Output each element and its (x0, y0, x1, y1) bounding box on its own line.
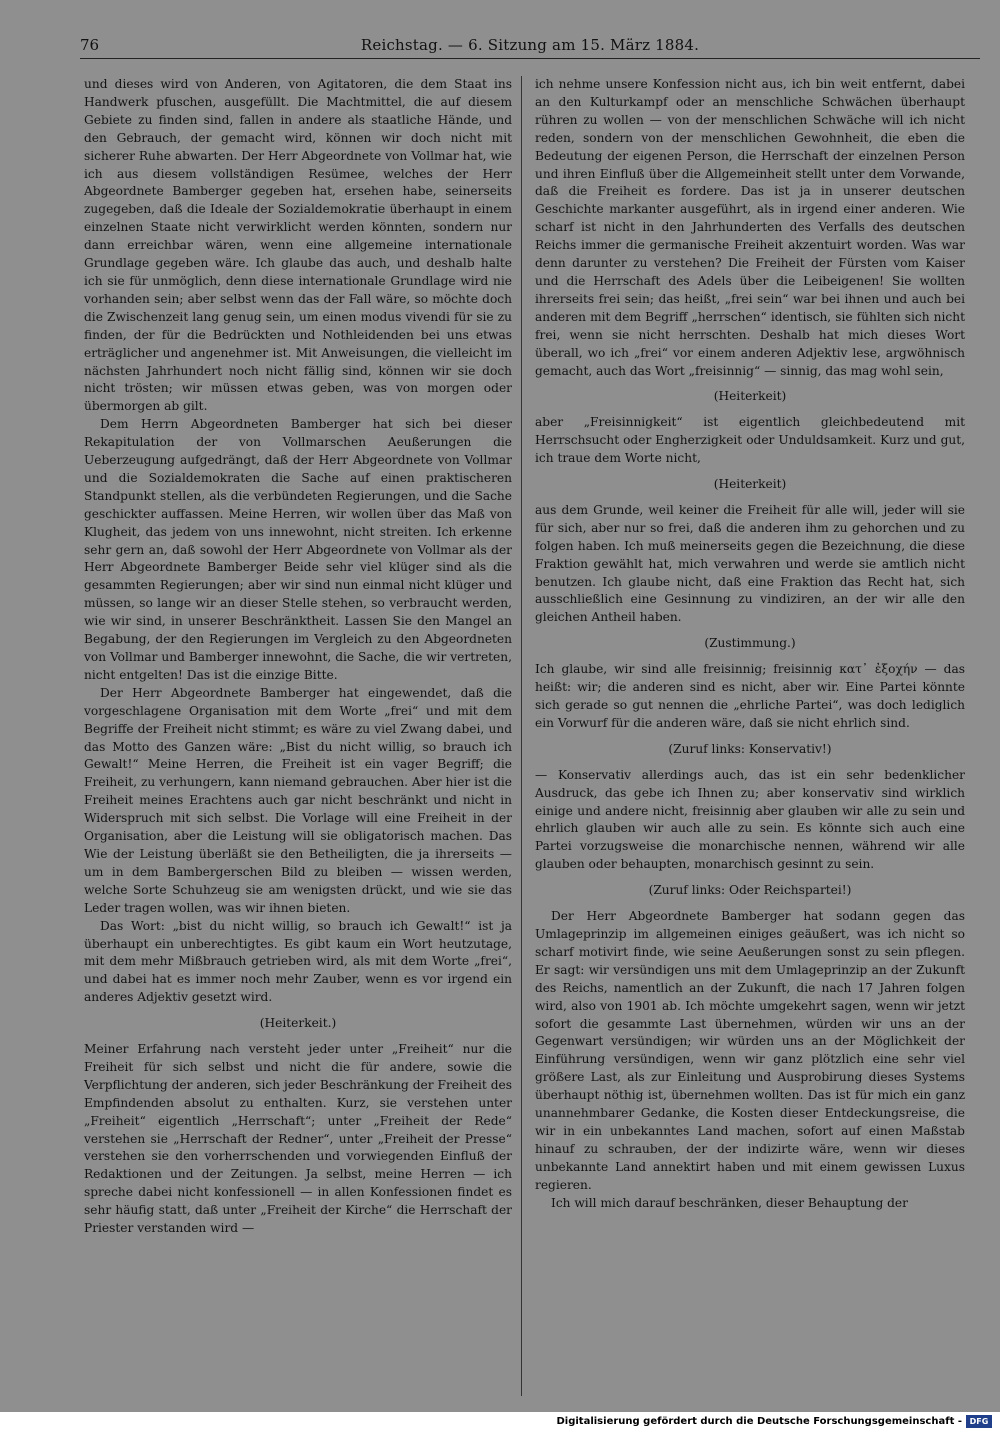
footer-bar (0, 1412, 1000, 1432)
left-column-paragraph: Dem Herrn Abgeordneten Bamberger hat sich bei dieser Rekapitulation der von Vollmarschen Aeußerungen die Ueberzeugung aufgedrängt, daß der Herr Abgeordnete von Vollmar und die Sozialdemokraten die Sache auf einen praktischeren Standpunkt stellen, als die verbündeten Regierungen, und die Sache geschickter auffassen. Meine Herren, wir wollen über das Maß von Klugheit, das jedem von uns innewohnt, nicht streiten. Ich erkenne sehr gern an, daß sowohl der Herr Abgeordnete von Vollmar als der Herr Abgeordnete Bamberger Beide sehr viel klüger sind als die gesammten Regierungen; aber wir sind nun einmal nicht klüger und müssen, so lange wir an dieser Stelle stehen, so verbraucht werden, wie wir sind, in unserer Beschränktheit. Lassen Sie den Mangel an Begabung, der den Regierungen im Vergleich zu den Abgeordneten von Vollmar und Bamberger innewohnt, die Sache, die wir vertreten, nicht entgelten! Das ist die einzige Bitte. (84, 417, 512, 682)
left-column-paragraph: Das Wort: „bist du nicht willig, so brauch ich Gewalt!“ ist ja überhaupt ein unberechtigtes. Es gibt kaum ein Wort heutzutage, mit dem mehr Mißbrauch getrieben wird, als mit dem Worte „frei“, und dabei hat es immer noch mehr Zauber, wenn es vor irgend ein anderes Adjektiv gesetzt wird. (84, 918, 512, 1005)
right-column-paragraph: — Konservativ allerdings auch, das ist ein sehr bedenklicher Ausdruck, das gebe ich Ihnen zu; aber konservativ sind wirklich einige und andere nicht, freisinnig aber glauben wir alle zu sein und ehrlich glauben wir auch alle zu sein. Es könnte sich auch eine Partei vorzugsweise die monarchische nennen, während wir alle glauben oder behaupten, monarchisch gesinnt zu sein. (535, 767, 965, 872)
right-column-paragraph: Ich will mich darauf beschränken, dieser Behauptung der (551, 1195, 908, 1210)
running-head: Reichstag. — 6. Sitzung am 15. März 1884. (360, 36, 700, 54)
right-column-paragraph: aber „Freisinnigkeit“ ist eigentlich gleichbedeutend mit Herrschsucht oder Engherzigkeit oder Unduldsamkeit. Kurz und gut, ich traue dem Worte nicht, (535, 415, 965, 466)
footer-credit: Digitalisierung gefördert durch die Deutsche Forschungsgemeinschaft - (556, 1416, 962, 1427)
right-column-interjection: (Heiterkeit) (713, 477, 787, 492)
right-column-paragraph: ich nehme unsere Konfession nicht aus, ich bin weit entfernt, dabei an den Kulturkampf oder an menschliche Schwächen überhaupt rühren zu wollen — von der menschlichen Schwäche will ich nicht reden, sondern von der menschlichen Gewohnheit, die eben die Bedeutung der eigenen Person, die Herrschaft der einzelnen Person und ihren Einfluß über die Allgemeinheit stellt unter dem Vorwande, daß die Freiheit es fordere. Das ist ja in unserer deutschen Geschichte markanter ausgeführt, als in irgend einer anderen. Wie scharf ist nicht in den Jahrhunderten des Verfalls des deutschen Reichs immer die germanische Freiheit akzentuirt worden. Was war denn darunter zu verstehen? Die Freiheit der Fürsten vom Kaiser und die Herrschaft des Adels über die Leibeigenen! Sie wollten ihrerseits frei sein; das heißt, „frei sein“ war bei ihnen und auch bei anderen mit dem Begriff „herrschen“ identisch, sie fühlten sich nicht frei, wenn sie nicht herrschten. Deshalb hat mich dieses Wort überall, wo ich „frei“ vor einem anderen Adjektiv lese, argwöhnisch gemacht, auch das Wort „freisinnig“ — sinnig, das mag wohl sein, (535, 77, 965, 378)
left-column (84, 76, 512, 1238)
left-column-paragraph: und dieses wird von Anderen, von Agitatoren, die dem Staat ins Handwerk pfuschen, ausgefüllt. Die Machtmittel, die auf diesem Gebiete zu finden sind, fallen in andere als staatliche Hände, und den Gebrauch, der gemacht wird, können wir doch nicht mit sicherer Ruhe abwarten. Der Herr Abgeordnete von Vollmar hat, wie ich aus diesem vollständigen Resümee, welches der Herr Abgeordnete Bamberger gegeben hat, ersehen habe, seinerseits zugegeben, daß die Ideale der Sozialdemokratie überhaupt in einem einzelnen Staate nicht verwirklicht werden könnten, sondern nur dann erreichbar wären, wenn eine allgemeine internationale Grundlage gegeben wäre. Ich glaube das auch, und deshalb halte ich sie für unmöglich, denn diese internationale Grundlage wird nie vorhanden sein; aber selbst wenn das der Fall wäre, so möchte doch die Zwischenzeit lang genug sein, um einen modus vivendi für sie zu finden, der für die Bedrückten und Nothleidenden bei uns etwas erträglicher und angenehmer ist. Mit Anweisungen, die vielleicht im nächsten Jahrhundert noch nicht fällig sind, können wir sie doch nicht trösten; wir müssen etwas geben, was von morgen oder übermorgen ab gilt. (84, 77, 512, 414)
dfg-logo: DFG (966, 1415, 992, 1428)
left-column-paragraph: Der Herr Abgeordnete Bamberger hat eingewendet, daß die vorgeschlagene Organisation mit dem Worte „frei“ und mit dem Begriffe der Freiheit nicht stimmt; es wäre zu viel Zwang dabei, und das Motto des Ganzen wäre: „Bist du nicht willig, so brauch ich Gewalt!“ Meine Herren, die Freiheit ist ein vager Begriff; die Freiheit, zu verhungern, kann niemand gebrauchen. Aber hier ist die Freiheit meines Erachtens auch gar nicht beschränkt und nicht in Widerspruch mit sich selbst. Die Vorlage will eine Freiheit in der Organisation, aber die Leistung will sie obligatorisch machen. Das Wie der Leistung überläßt sie den Betheiligten, die ja ihrerseits — um in dem Bambergerschen Bild zu bleiben — wissen werden, welche Sorte Schuhzeug sie am wenigsten drückt, und wie sie das Leder tragen wollen, was wir ihnen bieten. (84, 685, 512, 915)
right-column-paragraph: aus dem Grunde, weil keiner die Freiheit für alle will, jeder will sie für sich, aber nur so frei, daß die anderen ihm zu gehorchen und zu folgen haben. Ich muß meinerseits gegen die Bezeichnung, die diese Fraktion gewählt hat, mich verwahren und werde sie amtlich nicht benutzen. Ich glaube nicht, daß eine Fraktion das Recht hat, sich ausschließlich eine Gesinnung zu vindiziren, an der wir alle den gleichen Antheil haben. (535, 502, 965, 625)
right-column-interjection: (Heiterkeit) (713, 389, 787, 404)
right-column-interjection: (Zustimmung.) (704, 636, 796, 651)
right-column-interjection: (Zuruf links: Oder Reichspartei!) (648, 883, 852, 898)
column-divider (521, 76, 522, 1396)
right-column-interjection: (Zuruf links: Konservativ!) (668, 741, 832, 756)
right-column (535, 76, 965, 1212)
left-column-paragraph: Meiner Erfahrung nach versteht jeder unter „Freiheit“ nur die Freiheit für sich selbst und nicht die für andere, sowie die Verpflichtung der anderen, sich jeder Beschränkung der Freiheit des Empfindenden absolut zu enthalten. Kurz, sie verstehen unter „Freiheit“ eigentlich „Herrschaft“; unter „Freiheit der Rede“ verstehen sie „Herrschaft der Redner“, unter „Freiheit der Presse“ verstehen sie den vorherrschenden und vorwiegenden Einfluß der Redaktionen und der Zeitungen. Ja selbst, meine Herren — ich spreche dabei nicht konfessionell — in allen Konfessionen findet es sehr häufig statt, daß unter „Freiheit der Kirche“ die Herrschaft der Priester verstanden wird — (84, 1042, 512, 1236)
left-column-interjection: (Heiterkeit.) (259, 1016, 337, 1031)
right-column-paragraph: Ich glaube, wir sind alle freisinnig; freisinnig κατ᾽ ἐξοχήν — das heißt: wir; die anderen sind es nicht, aber wir. Eine Partei könnte sich gerade so gut nennen die „ehrliche Partei“, was doch lediglich ein Vorwurf für die anderen wäre, daß sie nicht ehrlich sind. (535, 662, 965, 730)
page-number: 76 (80, 36, 100, 54)
header-rule (80, 58, 980, 59)
page-header (80, 34, 980, 58)
right-column-paragraph: Der Herr Abgeordnete Bamberger hat sodann gegen das Umlageprinzip im allgemeinen einiges geäußert, was ich nicht so scharf motivirt finde, wie seine Aeußerungen sonst zu sein pflegen. Er sagt: wir versündigen uns mit dem Umlageprinzip an der Zukunft des Reichs, namentlich an der Zukunft, die nach 17 Jahren folgen wird, also von 1901 ab. Ich möchte umgekehrt sagen, wenn wir jetzt sofort die gesammte Last übernehmen, würden wir uns an der Gegenwart versündigen; wir würden uns an der Möglichkeit der Einführung versündigen, wenn wir ganz plötzlich eine sehr viel größere Last, als zur Einleitung und Ausprobirung dieses Systems überhaupt nöthig ist, übernehmen wollten. Das ist für mich ein ganz unannehmbarer Gedanke, die Kosten dieser Entdeckungsreise, die wir in ein unbekanntes Land machen, sofort auf einen Maßstab hinauf zu schrauben, der der indizirte wäre, wenn wir dieses unbekannte Land annektirt haben und mit einem gewissen Luxus regieren. (535, 909, 965, 1192)
